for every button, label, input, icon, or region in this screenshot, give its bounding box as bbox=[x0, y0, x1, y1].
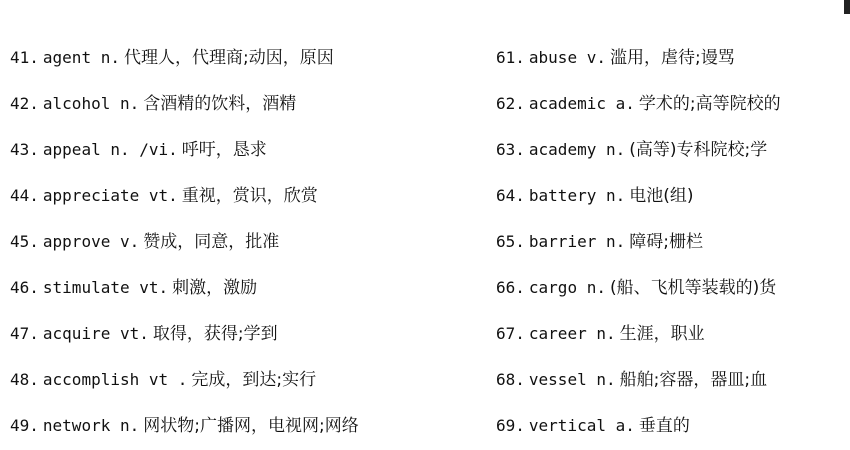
left-column bbox=[10, 40, 490, 450]
entry-number: 64. bbox=[496, 186, 525, 205]
entry-definition: 学术的;高等院校的 bbox=[638, 94, 781, 114]
entry-definition: 生涯，职业 bbox=[619, 324, 705, 344]
entry-definition: 刺激，激励 bbox=[172, 278, 258, 298]
entry-number: 68. bbox=[496, 370, 525, 389]
vocab-entry-66 bbox=[496, 270, 850, 316]
vocab-entry-64 bbox=[496, 178, 850, 224]
vocab-entry-46 bbox=[10, 270, 490, 316]
entry-word: barrier n. bbox=[528, 232, 626, 251]
entry-number: 45. bbox=[10, 232, 39, 251]
vocab-entry-67 bbox=[496, 316, 850, 362]
entry-word: stimulate vt. bbox=[42, 278, 169, 297]
vocab-entry-42 bbox=[10, 86, 490, 132]
entry-word: career n. bbox=[528, 324, 616, 343]
entry-word: appreciate vt. bbox=[42, 186, 178, 205]
entry-definition: 取得，获得;学到 bbox=[152, 324, 278, 344]
entry-number: 49. bbox=[10, 416, 39, 435]
entry-number: 67. bbox=[496, 324, 525, 343]
entry-word: approve v. bbox=[42, 232, 140, 251]
entry-definition: 滥用，虐待;谩骂 bbox=[609, 48, 735, 68]
entry-definition: 船舶;容器，器皿;血 bbox=[619, 370, 768, 390]
vocab-entry-43 bbox=[10, 132, 490, 178]
vocab-entry-63 bbox=[496, 132, 850, 178]
vocab-entry-48 bbox=[10, 362, 490, 408]
entry-number: 62. bbox=[496, 94, 525, 113]
entry-word: alcohol n. bbox=[42, 94, 140, 113]
entry-definition: 障碍;栅栏 bbox=[629, 232, 703, 252]
entry-word: academy n. bbox=[528, 140, 626, 159]
entry-number: 43. bbox=[10, 140, 39, 159]
entry-number: 65. bbox=[496, 232, 525, 251]
entry-number: 44. bbox=[10, 186, 39, 205]
right-column bbox=[496, 40, 850, 450]
entry-definition: 代理人，代理商;动因，原因 bbox=[123, 48, 334, 68]
entry-number: 47. bbox=[10, 324, 39, 343]
entry-number: 66. bbox=[496, 278, 525, 297]
entry-word: appeal n. /vi. bbox=[42, 140, 178, 159]
entry-number: 61. bbox=[496, 48, 525, 67]
entry-definition: (高等)专科院校;学 bbox=[629, 140, 768, 160]
vocab-entry-41 bbox=[10, 40, 490, 86]
entry-definition: 重视，赏识，欣赏 bbox=[181, 186, 318, 206]
entry-number: 41. bbox=[10, 48, 39, 67]
entry-word: battery n. bbox=[528, 186, 626, 205]
entry-definition: 呼吁，恳求 bbox=[181, 140, 267, 160]
vocab-entry-61 bbox=[496, 40, 850, 86]
entry-word: acquire vt. bbox=[42, 324, 149, 343]
entry-definition: 电池(组) bbox=[629, 186, 694, 206]
vocab-entry-62 bbox=[496, 86, 850, 132]
entry-word: accomplish vt . bbox=[42, 370, 188, 389]
entry-word: vertical a. bbox=[528, 416, 635, 435]
vocab-entry-44 bbox=[10, 178, 490, 224]
entry-number: 48. bbox=[10, 370, 39, 389]
vocab-entry-69 bbox=[496, 408, 850, 450]
entry-definition: (船、飞机等装载的)货 bbox=[609, 278, 777, 298]
entry-number: 63. bbox=[496, 140, 525, 159]
entry-word: agent n. bbox=[42, 48, 120, 67]
entry-number: 42. bbox=[10, 94, 39, 113]
entry-word: network n. bbox=[42, 416, 140, 435]
entry-number: 69. bbox=[496, 416, 525, 435]
entry-word: academic a. bbox=[528, 94, 635, 113]
vocab-entry-45 bbox=[10, 224, 490, 270]
vocab-entry-49 bbox=[10, 408, 490, 450]
entry-definition: 完成，到达;实行 bbox=[191, 370, 317, 390]
entry-definition: 赞成，同意，批准 bbox=[143, 232, 280, 252]
entry-definition: 垂直的 bbox=[638, 416, 690, 436]
entry-definition: 含酒精的饮料，酒精 bbox=[143, 94, 297, 114]
vocab-entry-68 bbox=[496, 362, 850, 408]
entry-number: 46. bbox=[10, 278, 39, 297]
entry-definition: 网状物;广播网，电视网;网络 bbox=[143, 416, 359, 436]
vocab-entry-47 bbox=[10, 316, 490, 362]
entry-word: vessel n. bbox=[528, 370, 616, 389]
vocab-entry-65 bbox=[496, 224, 850, 270]
entry-word: cargo n. bbox=[528, 278, 606, 297]
entry-word: abuse v. bbox=[528, 48, 606, 67]
edge-marker bbox=[844, 0, 850, 14]
